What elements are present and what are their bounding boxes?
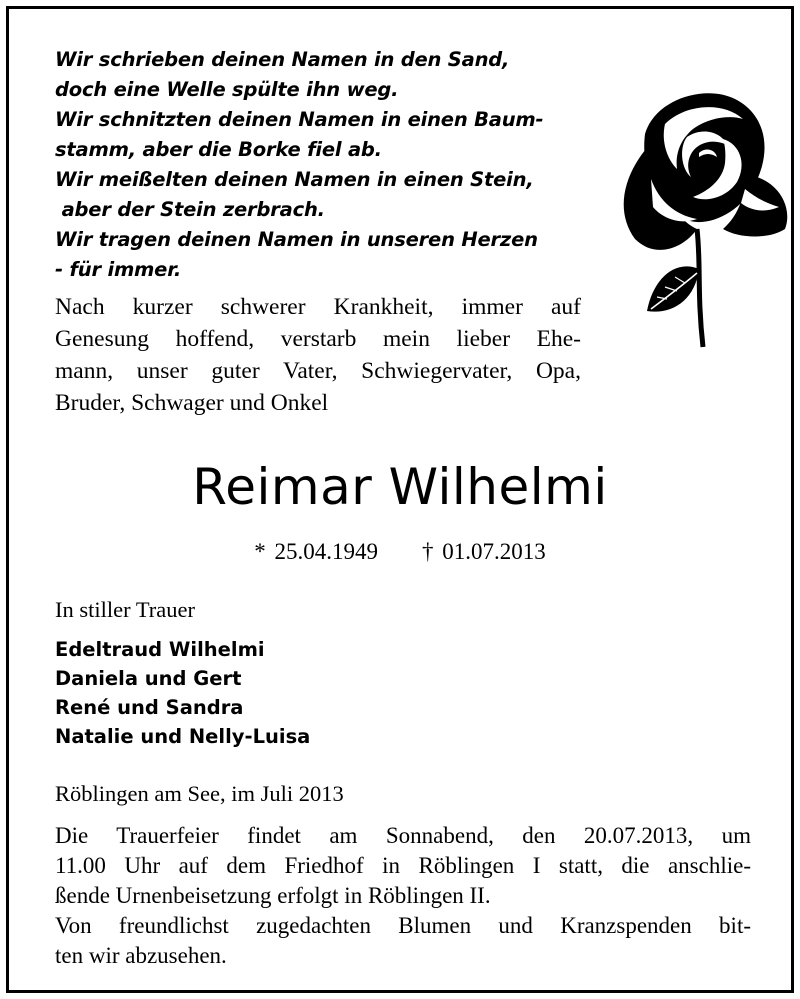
birth-date: * 25.04.1949: [254, 539, 378, 564]
poem-line: aber der Stein zerbrach.: [55, 198, 325, 221]
poem-line: Wir schrieben deinen Namen in den Sand,: [55, 48, 510, 71]
funeral-line: ten wir abzusehen.: [55, 943, 227, 968]
obituary-frame: [6, 6, 794, 993]
funeral-info: [55, 821, 751, 971]
mourner-name: Edeltraud Wilhelmi: [55, 638, 265, 661]
mourner-name: Daniela und Gert: [55, 667, 242, 690]
rose-icon: [605, 79, 793, 349]
intro-text: [55, 291, 581, 419]
poem-line: Wir meißelten deinen Namen in einen Stein,: [55, 168, 534, 191]
funeral-line: Von freundlichst zugedachten Blumen und Kranzspenden bit-: [55, 913, 751, 938]
life-dates: [9, 537, 791, 567]
death-date: † 01.07.2013: [422, 539, 546, 564]
poem-line: Wir schnitzten deinen Namen in einen Baum-: [55, 108, 544, 131]
intro-line: Genesung hoffend, verstarb mein lieber Ehe-: [55, 326, 581, 352]
intro-line: mann, unser guter Vater, Schwiegervater, Opa,: [55, 358, 581, 384]
deceased-name: Reimar Wilhelmi: [192, 458, 608, 516]
funeral-line: Die Trauerfeier findet am Sonnabend, den 20.07.2013, um: [55, 823, 751, 848]
mourners-heading: In stiller Trauer: [55, 597, 195, 622]
mourners-list: [55, 635, 310, 751]
place-date: Röblingen am See, im Juli 2013: [55, 781, 344, 806]
poem: [55, 45, 595, 285]
funeral-line: ßende Urnenbeisetzung erfolgt in Röblingen II.: [55, 883, 491, 908]
mourner-name: René und Sandra: [55, 696, 244, 719]
poem-line: stamm, aber die Borke fiel ab.: [55, 138, 382, 161]
poem-line: Wir tragen deinen Namen in unseren Herzen: [55, 228, 538, 251]
poem-line: doch eine Welle spülte ihn weg.: [55, 78, 399, 101]
funeral-line: 11.00 Uhr auf dem Friedhof in Röblingen I statt, die anschlie-: [55, 853, 751, 878]
poem-line: - für immer.: [55, 258, 182, 281]
intro-line: Bruder, Schwager und Onkel: [55, 390, 329, 416]
mourner-name: Natalie und Nelly-Luisa: [55, 725, 311, 748]
intro-line: Nach kurzer schwerer Krankheit, immer auf: [55, 294, 581, 320]
